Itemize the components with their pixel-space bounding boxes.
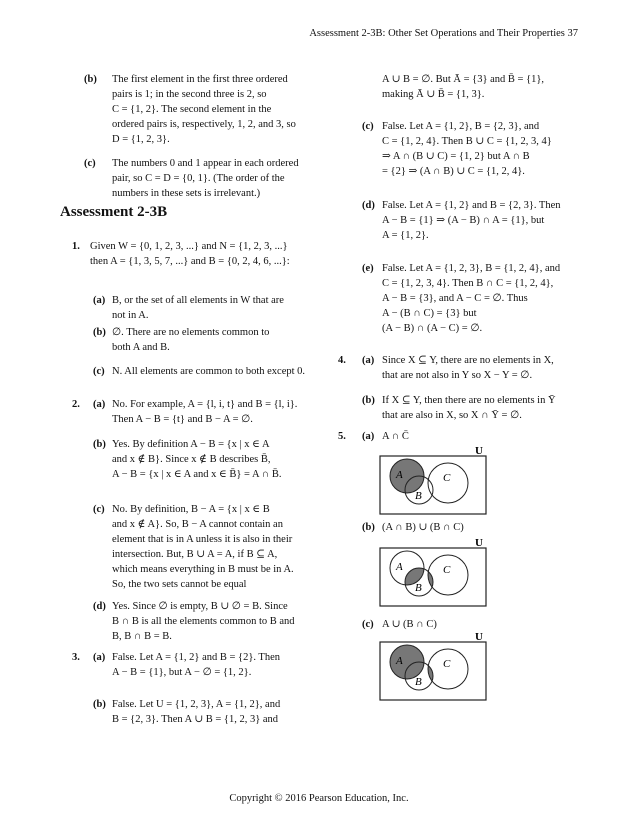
label-a: A — [396, 655, 403, 667]
item-label: (b) — [93, 327, 106, 338]
line: intersection. But, B ∪ A = A, if B ⊆ A, — [112, 549, 278, 560]
page-header: Assessment 2-3B: Other Set Operations and Their Properties 37 — [309, 28, 578, 39]
line: D = {1, 2, 3}. — [112, 134, 170, 145]
question-number: 3. — [72, 652, 80, 663]
label-b: B — [415, 582, 422, 594]
line: B = {2, 3}. Then A ∪ B = {1, 2, 3} and — [112, 714, 279, 725]
label-c: C — [443, 658, 451, 670]
line: A − (B ∩ C) = {3} but — [382, 308, 477, 319]
item-label: (b) — [93, 699, 106, 710]
section-title: Assessment 2-3B — [60, 204, 168, 220]
item-label: (d) — [362, 200, 375, 211]
line: A − B = {1} ⇒ (A − B) ∩ A = {1}, but — [382, 215, 545, 226]
line: and x ∉ A}. So, B − A cannot contain an — [112, 519, 283, 530]
item-label: (c) — [362, 121, 374, 132]
item-label: (c) — [362, 619, 374, 630]
line: (A − B) ∩ (A − C) = ∅. — [382, 323, 483, 334]
line: N. All elements are common to both except 0. — [112, 366, 306, 377]
label-b: B — [415, 676, 422, 688]
line: ∅. There are no elements common to — [112, 327, 270, 338]
line: C = {1, 2, 3, 4}. Then B ∩ C = {1, 2, 4}, — [382, 278, 554, 289]
line: False. Let A = {1, 2, 3}, B = {1, 2, 4}, and — [382, 263, 561, 274]
line: then A = {1, 3, 5, 7, ...} and B = {0, 2, 4, 6, ...}: — [90, 256, 290, 267]
expression: (A ∩ B) ∪ (B ∩ C) — [382, 522, 464, 533]
line: pair, so C = D = {0, 1}. (The order of the — [112, 173, 285, 184]
label-c: C — [443, 472, 451, 484]
label-a: A — [396, 561, 403, 573]
line: numbers in these sets is irrelevant.) — [112, 188, 261, 199]
label-b: B — [415, 490, 422, 502]
line: So, the two sets cannot be equal — [112, 579, 247, 590]
label-c: C — [443, 564, 451, 576]
line: Yes. By definition A − B = {x | x ∈ A — [112, 439, 270, 450]
line: C = {1, 2}. The second element in the — [112, 104, 272, 115]
item-label: (e) — [362, 263, 374, 274]
item-label: (d) — [93, 601, 106, 612]
line: False. Let A = {1, 2}, B = {2, 3}, and — [382, 121, 540, 132]
line: The numbers 0 and 1 appear in each ordered — [112, 158, 299, 169]
universe-label: U — [475, 632, 483, 643]
line: making Ā ∪ B̄ = {1, 3}. — [382, 89, 485, 100]
venn-diagram-a — [377, 446, 489, 516]
line: Given W = {0, 1, 2, 3, ...} and N = {1, 2, 3, ...} — [90, 241, 288, 252]
line: Since X ⊆ Y, there are no elements in X, — [382, 355, 554, 366]
line: and x ∉ B}. Since x ∉ B describes B̄, — [112, 454, 271, 465]
line: B ∩ B is all the elements common to B and — [112, 616, 295, 627]
line: not in A. — [112, 310, 149, 321]
expression: A ∩ C̄ — [382, 431, 409, 442]
expression: A ∪ (B ∩ C) — [382, 619, 437, 630]
page-footer: Copyright © 2016 Pearson Education, Inc. — [229, 793, 409, 804]
question-number: 2. — [72, 399, 80, 410]
line: which means everything in B must be in A. — [112, 564, 294, 575]
item-label: (b) — [362, 522, 375, 533]
line: ordered pairs is, respectively, 1, 2, and 3, so — [112, 119, 296, 130]
line: Then A − B = {t} and B − A = ∅. — [112, 414, 253, 425]
line: False. Let A = {1, 2} and B = {2}. Then — [112, 652, 281, 663]
item-label: (c) — [93, 504, 105, 515]
line: = {2} ⇒ (A ∩ B) ∪ C = {1, 2, 4}. — [382, 166, 525, 177]
question-number: 4. — [338, 355, 346, 366]
line: False. Let A = {1, 2} and B = {2, 3}. Then — [382, 200, 561, 211]
line: that are also in X, so X ∩ Ȳ = ∅. — [382, 410, 522, 421]
line: that are not also in Y so X − Y = ∅. — [382, 370, 533, 381]
universe-label: U — [475, 446, 483, 457]
question-number: 1. — [72, 241, 80, 252]
line: pairs is 1; in the second three is 2, so — [112, 89, 267, 100]
universe-label: U — [475, 538, 483, 549]
line: A = {1, 2}. — [382, 230, 429, 241]
line: False. Let U = {1, 2, 3}, A = {1, 2}, and — [112, 699, 281, 710]
venn-diagram-b — [377, 538, 489, 608]
item-label: (a) — [362, 355, 375, 366]
item-label: (b) — [362, 395, 375, 406]
line: No. For example, A = {l, i, t} and B = {l, i}. — [112, 399, 298, 410]
question-number: 5. — [338, 431, 346, 442]
venn-diagram-c — [377, 632, 489, 702]
item-label: (b) — [84, 74, 97, 85]
universe-rect — [380, 548, 486, 606]
item-label: (c) — [84, 158, 96, 169]
line: ⇒ A ∩ (B ∪ C) = {1, 2} but A ∩ B — [382, 151, 530, 162]
line: C = {1, 2, 4}. Then B ∪ C = {1, 2, 3, 4} — [382, 136, 552, 147]
line: A − B = {1}, but A − ∅ = {1, 2}. — [112, 667, 252, 678]
label-a: A — [396, 469, 403, 481]
line: If X ⊆ Y, then there are no elements in Ȳ — [382, 395, 556, 406]
item-label: (a) — [93, 399, 106, 410]
line: B, or the set of all elements in W that are — [112, 295, 284, 306]
item-label: (a) — [93, 295, 106, 306]
item-label: (a) — [93, 652, 106, 663]
item-label: (b) — [93, 439, 106, 450]
line: No. By definition, B − A = {x | x ∈ B — [112, 504, 270, 515]
line: A − B = {x | x ∈ A and x ∈ B̄} = A ∩ B̄. — [112, 469, 282, 480]
line: B, B ∩ B = B. — [112, 631, 172, 642]
line: Yes. Since ∅ is empty, B ∪ ∅ = B. Since — [112, 601, 288, 612]
item-label: (a) — [362, 431, 375, 442]
line: A ∪ B = ∅. But Ā = {3} and B̄ = {1}, — [382, 74, 545, 85]
line: The first element in the first three ordered — [112, 74, 288, 85]
line: both A and B. — [112, 342, 170, 353]
line: element that is in A unless it is also in their — [112, 534, 293, 545]
item-label: (c) — [93, 366, 105, 377]
line: A − B = {3}, and A − C = ∅. Thus — [382, 293, 528, 304]
